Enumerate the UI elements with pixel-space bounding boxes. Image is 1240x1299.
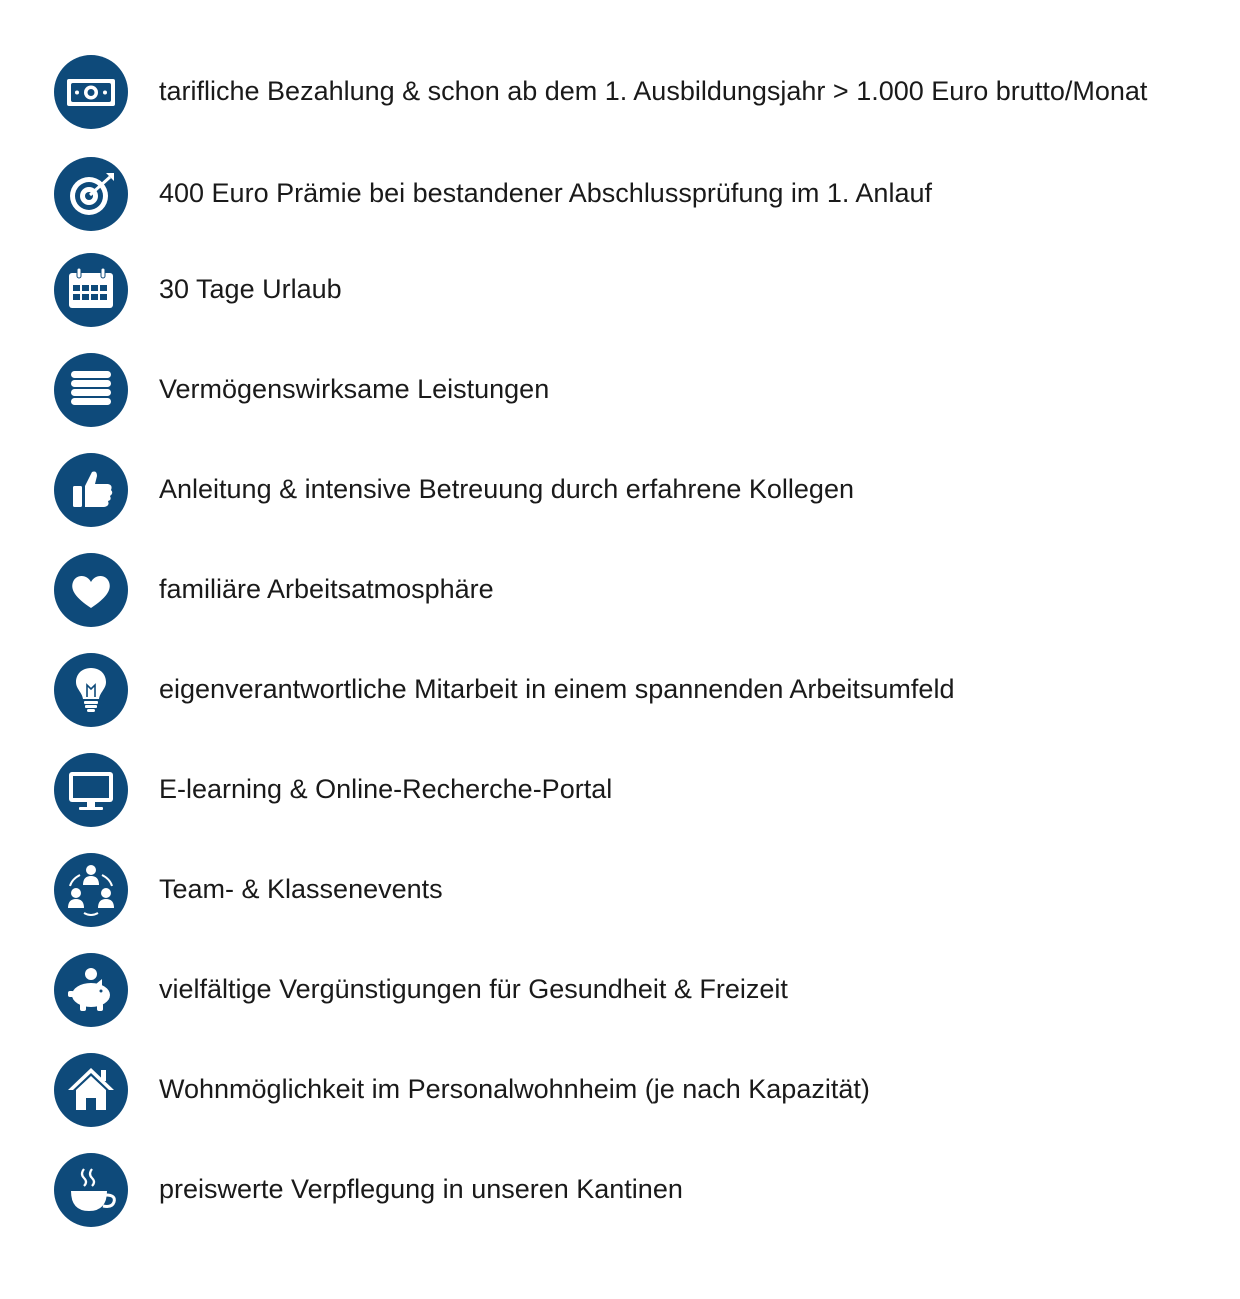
benefit-text: Wohnmöglichkeit im Personalwohnheim (je nach Kapazität) — [159, 1074, 870, 1104]
coin-stack-icon — [54, 353, 128, 427]
benefit-text: Team- & Klassenevents — [159, 874, 443, 904]
monitor-icon — [54, 753, 128, 827]
benefit-item-payment — [0, 51, 1240, 131]
benefit-text: preiswerte Verpflegung in unseren Kantinen — [159, 1174, 683, 1204]
benefit-text: 30 Tage Urlaub — [159, 274, 342, 304]
benefit-text: Anleitung & intensive Betreuung durch erfahrene Kollegen — [159, 474, 854, 504]
thumbs-up-icon — [54, 453, 128, 527]
benefit-text: tarifliche Bezahlung & schon ab dem 1. Ausbildungsjahr > 1.000 Euro brutto/Monat — [159, 76, 1148, 106]
benefit-text: 400 Euro Prämie bei bestandener Abschlussprüfung im 1. Anlauf — [159, 178, 932, 208]
heart-icon — [54, 553, 128, 627]
benefit-text: Vermögenswirksame Leistungen — [159, 374, 550, 404]
benefit-item-discounts — [0, 949, 1240, 1029]
benefit-item-bonus — [0, 153, 1240, 233]
benefit-text: familiäre Arbeitsatmosphäre — [159, 574, 494, 604]
house-icon — [54, 1053, 128, 1127]
target-icon — [54, 157, 128, 231]
team-icon — [54, 853, 128, 927]
money-icon — [54, 55, 128, 129]
benefit-item-vacation — [0, 249, 1240, 329]
coffee-cup-icon — [54, 1153, 128, 1227]
benefit-item-elearning — [0, 749, 1240, 829]
calendar-icon — [54, 253, 128, 327]
benefit-item-housing — [0, 1049, 1240, 1129]
benefit-item-mentoring — [0, 449, 1240, 529]
benefit-text: E-learning & Online-Recherche-Portal — [159, 774, 613, 804]
piggy-bank-icon — [54, 953, 128, 1027]
benefit-text: vielfältige Vergünstigungen für Gesundheit & Freizeit — [159, 974, 788, 1004]
lightbulb-icon — [54, 653, 128, 727]
benefit-item-events — [0, 849, 1240, 929]
benefit-item-atmosphere — [0, 549, 1240, 629]
benefit-text: eigenverantwortliche Mitarbeit in einem spannenden Arbeitsumfeld — [159, 674, 955, 704]
benefit-item-responsibility — [0, 649, 1240, 729]
benefit-item-catering — [0, 1149, 1240, 1229]
benefit-item-savings — [0, 349, 1240, 429]
